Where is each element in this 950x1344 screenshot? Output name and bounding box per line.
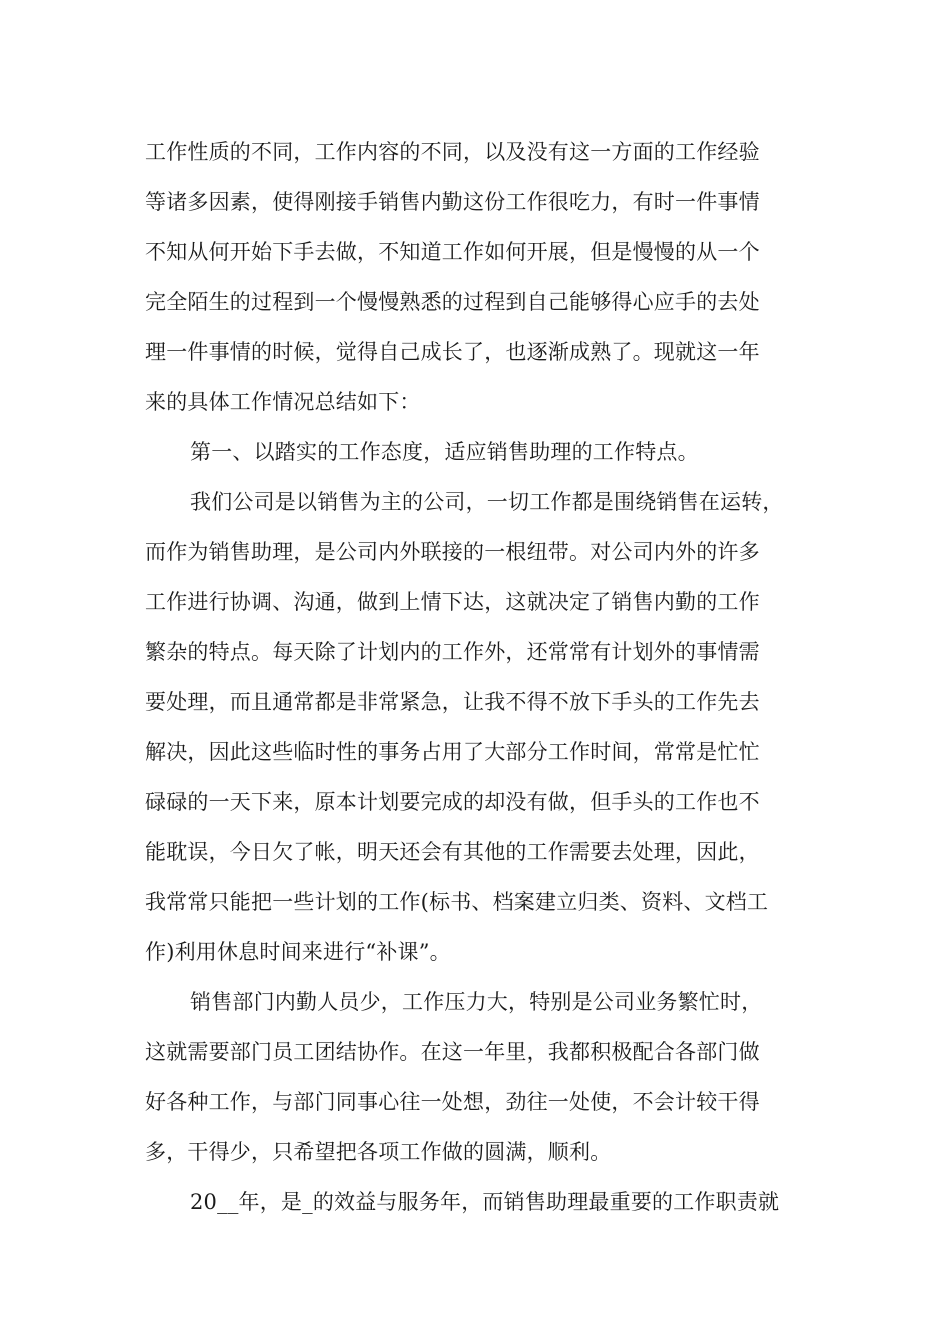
text-line: 繁杂的特点。每天除了计划内的工作外，还常常有计划外的事情需	[145, 640, 760, 664]
text-line: 好各种工作，与部门同事心往一处想，劲往一处使，不会计较干得	[145, 1090, 760, 1114]
text-line: 工作性质的不同，工作内容的不同，以及没有这一方面的工作经验	[145, 140, 760, 164]
text-line: 等诸多因素，使得刚接手销售内勤这份工作很吃力，有时一件事情	[145, 190, 760, 214]
text-line: 20__年，是_的效益与服务年，而销售助理最重要的工作职责就	[190, 1190, 780, 1214]
text-line: 这就需要部门员工团结协作。在这一年里，我都积极配合各部门做	[145, 1040, 760, 1064]
text-line: 碌碌的一天下来，原本计划要完成的却没有做，但手头的工作也不	[145, 790, 760, 814]
text-line: 我们公司是以销售为主的公司，一切工作都是围绕销售在运转，	[190, 490, 784, 514]
text-line: 工作进行协调、沟通，做到上情下达，这就决定了销售内勤的工作	[145, 590, 760, 614]
text-line: 销售部门内勤人员少，工作压力大，特别是公司业务繁忙时，	[190, 990, 763, 1014]
text-line: 我常常只能把一些计划的工作(标书、档案建立归类、资料、文档工	[145, 890, 769, 914]
text-line: 不知从何开始下手去做，不知道工作如何开展，但是慢慢的从一个	[145, 240, 760, 264]
text-line: 作)利用休息时间来进行“补课”。	[145, 940, 451, 964]
text-line: 理一件事情的时候，觉得自己成长了，也逐渐成熟了。现就这一年	[145, 340, 760, 364]
text-line: 完全陌生的过程到一个慢慢熟悉的过程到自己能够得心应手的去处	[145, 290, 760, 314]
text-line: 来的具体工作情况总结如下：	[145, 390, 421, 414]
text-line: 而作为销售助理，是公司内外联接的一根纽带。对公司内外的许多	[145, 540, 760, 564]
section-heading: 第一、以踏实的工作态度，适应销售助理的工作特点。	[190, 440, 699, 464]
text-line: 要处理，而且通常都是非常紧急，让我不得不放下手头的工作先去	[145, 690, 760, 714]
text-line: 多，干得少，只希望把各项工作做的圆满，顺利。	[145, 1140, 612, 1164]
text-line: 解决，因此这些临时性的事务占用了大部分工作时间，常常是忙忙	[145, 740, 760, 764]
text-line: 能耽误，今日欠了帐，明天还会有其他的工作需要去处理，因此，	[145, 840, 760, 864]
